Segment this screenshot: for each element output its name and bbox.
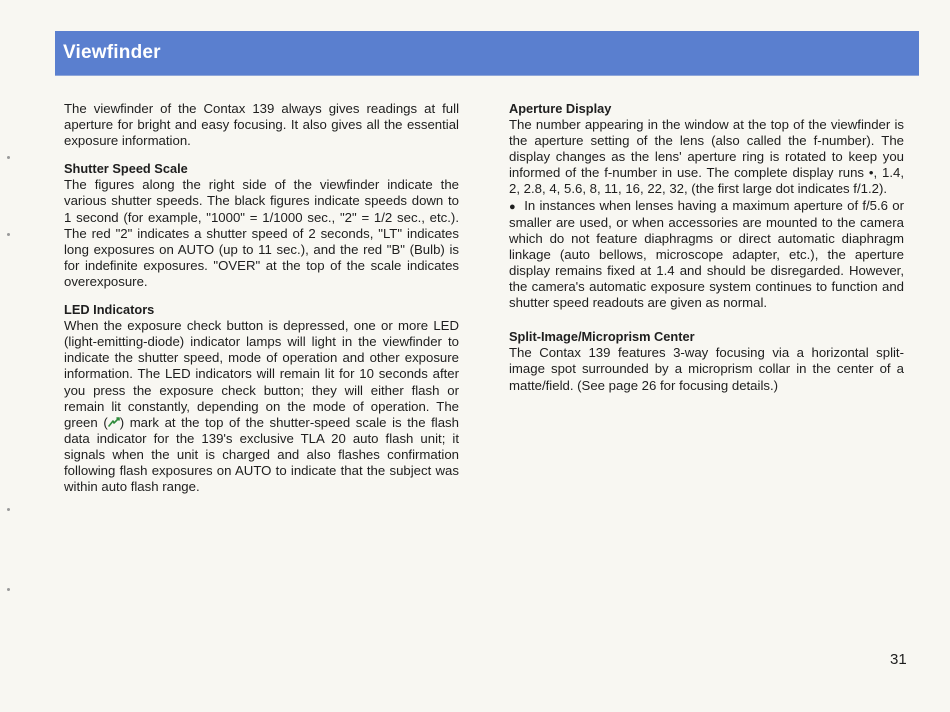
aperture-display-heading: Aperture Display [509, 101, 612, 116]
split-image-heading: Split-Image/Microprism Center [509, 329, 695, 345]
intro-paragraph: The viewfinder of the Contax 139 always gives readings at full aperture for bright and easy focusing. It also gives all the essential exposure information. [64, 101, 459, 149]
aperture-display-body: The number appearing in the window at the top of the viewfinder is the aperture setting of the lens (also called the f-number). The display changes as the lens' aperture ring is rotated to keep you informed of the f-number in use. The complete display runs •, 1.4, 2, 2.8, 4, 5.6, 8, 11, 16, 22, 32, (the first large dot indicates f/1.2). [509, 117, 904, 197]
led-indicators-section [64, 302, 459, 495]
aperture-display-note [509, 198, 904, 312]
right-column [509, 101, 904, 406]
scan-mark [7, 588, 10, 591]
aperture-note-text: In instances when lenses having a maximum aperture of f/5.6 or smaller are used, or when accessories are mounted to the camera which do not feature diaphragms or direct automatic diaphragm linkage (auto bellows, microscope adapter, etc.), the aperture display remains fixed at 1.4 and should be disregarded. However, the camera's automatic exposure system continues to function and shutter speed readouts are given as normal. [509, 197, 905, 311]
split-image-section [509, 329, 904, 393]
page-title: Viewfinder [63, 42, 161, 63]
bullet-icon: ● [509, 200, 517, 213]
shutter-speed-scale-section [64, 161, 459, 290]
page-number: 31 [890, 651, 907, 668]
led-body-part-1: When the exposure check button is depressed, one or more LED (light-emitting-diode) indicator lamps will light in the viewfinder to indicate the shutter speed, mode of operation and other exposure information. The LED indicators will remain lit for 10 seconds after you press the exposure check button; they will either flash or remain lit constantly, depending on the mode of operation. The green ( [64, 318, 459, 430]
header-bar [55, 31, 919, 76]
led-body-part-2: ) mark at the top of the shutter-speed scale is the flash data indicator for the 139's exclusive TLA 20 auto flash unit; it signals when the unit is charged and also flashes confirmation following flash exposures on AUTO to indicate that the subject was within auto flash range. [64, 414, 459, 495]
left-column [64, 101, 459, 507]
shutter-speed-scale-body: The figures along the right side of the viewfinder indicate the various shutter speeds. The black figures indicate speeds down to 1 second (for example, "1000" = 1/1000 sec., "2" = 1/2 sec., etc.). The red "2" indicates a shutter speed of 2 seconds, "LT" indicates long exposures on AUTO (up to 11 sec.), and the red "B" (Bulb) is for indefinite exposures. "OVER" at the top of the scale indicates overexposure. [64, 177, 459, 289]
led-indicators-body [64, 318, 459, 495]
led-indicators-heading: LED Indicators [64, 302, 155, 318]
shutter-speed-scale-heading: Shutter Speed Scale [64, 161, 188, 177]
scan-mark [7, 233, 10, 236]
flash-data-mark-icon [108, 416, 120, 428]
split-image-body: The Contax 139 features 3-way focusing via a horizontal split-image spot surrounded by a microprism collar in the center of a matte/field. (See page 26 for focusing details.) [509, 345, 904, 393]
scan-mark [7, 156, 10, 159]
aperture-display-section [509, 101, 904, 311]
scan-mark [7, 508, 10, 511]
